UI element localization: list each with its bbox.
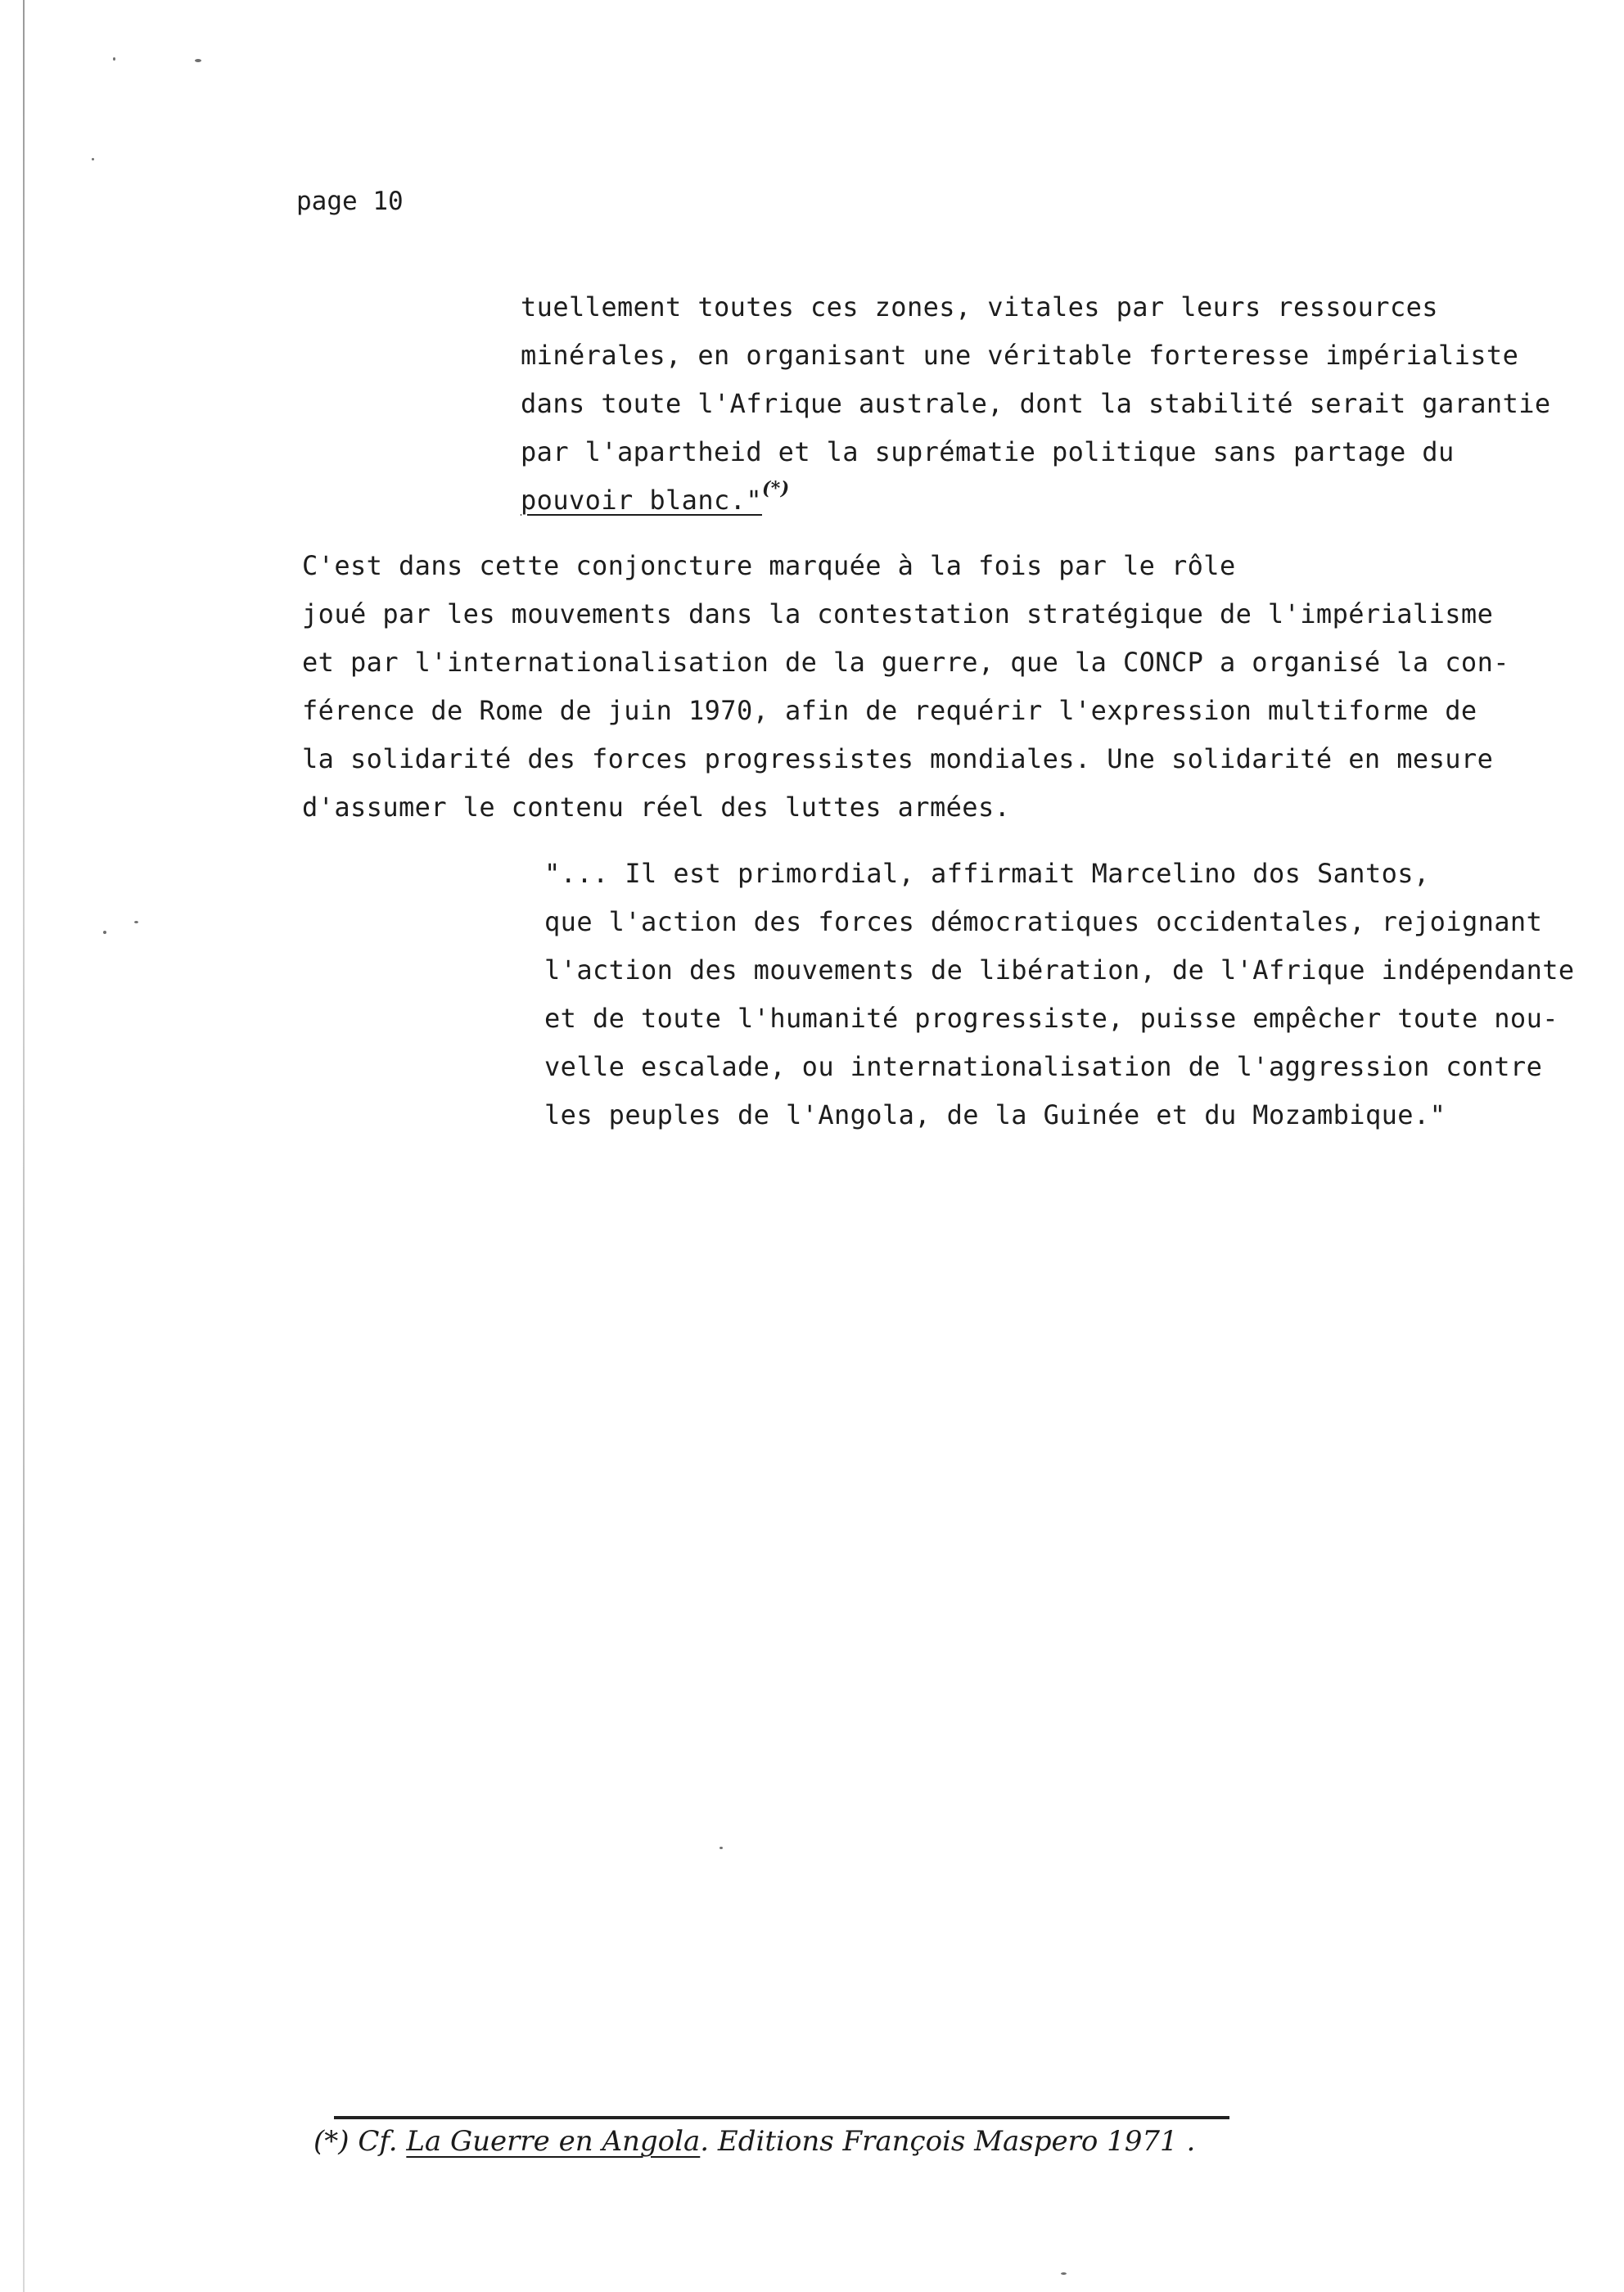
paragraph-line: férence de Rome de juin 1970, afin de requérir l'expression multiforme de — [302, 695, 1477, 726]
quote-line: "... Il est primordial, affirmait Marcelino dos Santos, — [544, 858, 1430, 889]
quote-line: les peuples de l'Angola, de la Guinée et du Mozambique." — [544, 1099, 1446, 1130]
page-number: page 10 — [296, 187, 404, 216]
paper-speck — [103, 931, 106, 934]
paper-speck — [134, 921, 138, 923]
quote-line: minérales, en organisant une véritable forteresse impérialiste — [521, 340, 1519, 371]
underlined-phrase: pouvoir blanc." — [521, 485, 762, 516]
quote-last-line — [521, 478, 790, 516]
footnote-marker: (*) — [761, 478, 790, 499]
paper-speck — [1061, 2272, 1067, 2275]
quote-line: et de toute l'humanité progressiste, puisse empêcher toute nou- — [544, 1003, 1559, 1034]
binding-edge — [23, 0, 25, 2292]
quote-line: l'action des mouvements de libération, de l'Afrique indépendante — [544, 954, 1575, 986]
quote-line: par l'apartheid et la suprématie politique sans partage du — [521, 436, 1455, 467]
quote-line: dans toute l'Afrique australe, dont la stabilité serait garantie — [521, 388, 1551, 419]
footnote-rule — [334, 2116, 1229, 2119]
paragraph-line: d'assumer le contenu réel des luttes armées. — [302, 792, 1011, 823]
paper-speck — [195, 59, 201, 62]
paragraph-line: C'est dans cette conjoncture marquée à la fois par le rôle — [302, 550, 1236, 581]
paragraph-line: la solidarité des forces progressistes mondiales. Une solidarité en mesure — [302, 743, 1494, 774]
quote-line: que l'action des forces démocratiques occidentales, rejoignant — [544, 906, 1543, 937]
paragraph-line: et par l'internationalisation de la guerre, que la CONCP a organisé la con- — [302, 647, 1509, 678]
paper-speck — [720, 1847, 723, 1849]
footnote-publisher: . Editions François Maspero 1971 . — [700, 2125, 1196, 2158]
footnote-prefix: (*) Cf. — [314, 2125, 398, 2158]
paper-speck — [113, 57, 115, 61]
footnote — [314, 2125, 1195, 2158]
quote-line: tuellement toutes ces zones, vitales par leurs ressources — [521, 291, 1438, 323]
paper-speck — [92, 158, 94, 160]
paragraph-line: joué par les mouvements dans la contestation stratégique de l'impérialisme — [302, 598, 1494, 629]
footnote-book-title: La Guerre en Angola — [406, 2125, 701, 2158]
quote-line: velle escalade, ou internationalisation de l'aggression contre — [544, 1051, 1543, 1082]
